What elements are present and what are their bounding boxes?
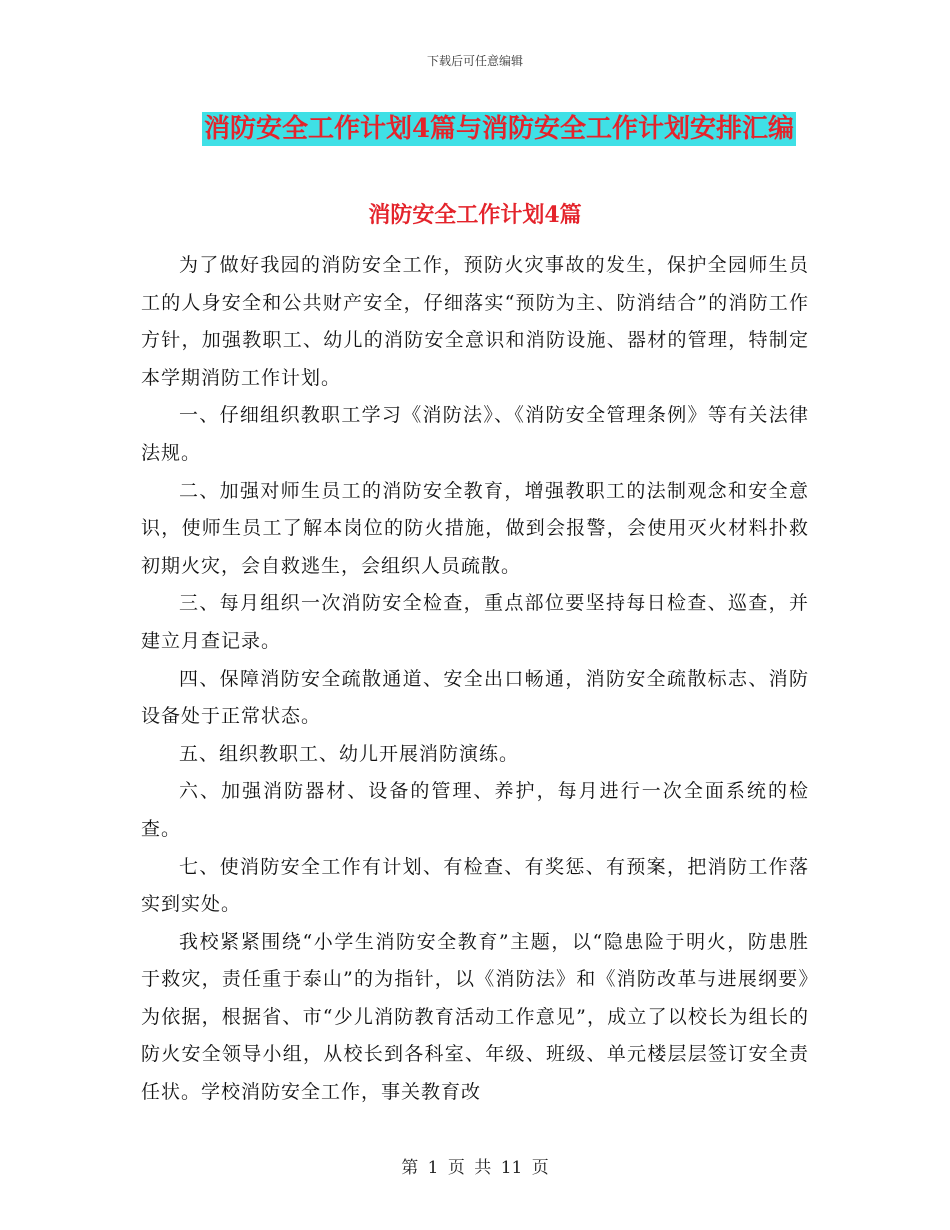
paragraph-item-3: 三、每月组织一次消防安全检查，重点部位要坚持每日检查、巡查，并建立月查记录。 xyxy=(141,592,809,652)
paragraph-intro: 为了做好我园的消防安全工作，预防火灾事故的发生，保护全园师生员工的人身安全和公共财产安全，仔细落实“预防为主、防消结合”的消防工作方针，加强教职工、幼儿的消防安全意识和消防设施、器材的管理，特制定本学期消防工作计划。 xyxy=(141,254,809,389)
paragraph-item-7: 七、使消防安全工作有计划、有检查、有奖惩、有预案，把消防工作落实到实处。 xyxy=(141,855,809,916)
section-subtitle: 消防安全工作计划4篇 xyxy=(368,202,582,228)
document-title: 消防安全工作计划4篇与消防安全工作计划安排汇编 xyxy=(203,114,795,144)
paragraph-item-5: 五、组织教职工、幼儿开展消防演练。 xyxy=(179,742,520,765)
paragraph-item-1: 一、仔细组织教职工学习《消防法》、《消防安全管理条例》等有关法律法规。 xyxy=(141,404,809,464)
document-body xyxy=(141,247,809,1112)
document-title-container xyxy=(0,112,950,146)
page-footer-number: 第 1 页 共 11 页 xyxy=(401,1158,549,1178)
paragraph-school-plan: 我校紧紧围绕“小学生消防安全教育”主题，以“隐患险于明火，防患胜于救灾，责任重于泰山”的为指针，以《消防法》和《消防改革与进展纲要》为依据，根据省、市“少儿消防教育活动工作意见”，成立了以校长为组长的防火安全领导小组，从校长到各科室、年级、班级、单元楼层层签订安全责任状。学校消防安全工作，事关教育改 xyxy=(141,930,809,1104)
page-header-note: 下载后可任意编辑 xyxy=(426,54,523,68)
paragraph-item-6: 六、加强消防器材、设备的管理、养护，每月进行一次全面系统的检查。 xyxy=(141,780,809,840)
paragraph-item-2: 二、加强对师生员工的消防安全教育，增强教职工的法制观念和安全意识，使师生员工了解本岗位的防火措施，做到会报警，会使用灭火材料扑救初期火灾，会自救逃生，会组织人员疏散。 xyxy=(141,479,809,577)
paragraph-item-4: 四、保障消防安全疏散通道、安全出口畅通，消防安全疏散标志、消防设备处于正常状态。 xyxy=(141,667,809,728)
